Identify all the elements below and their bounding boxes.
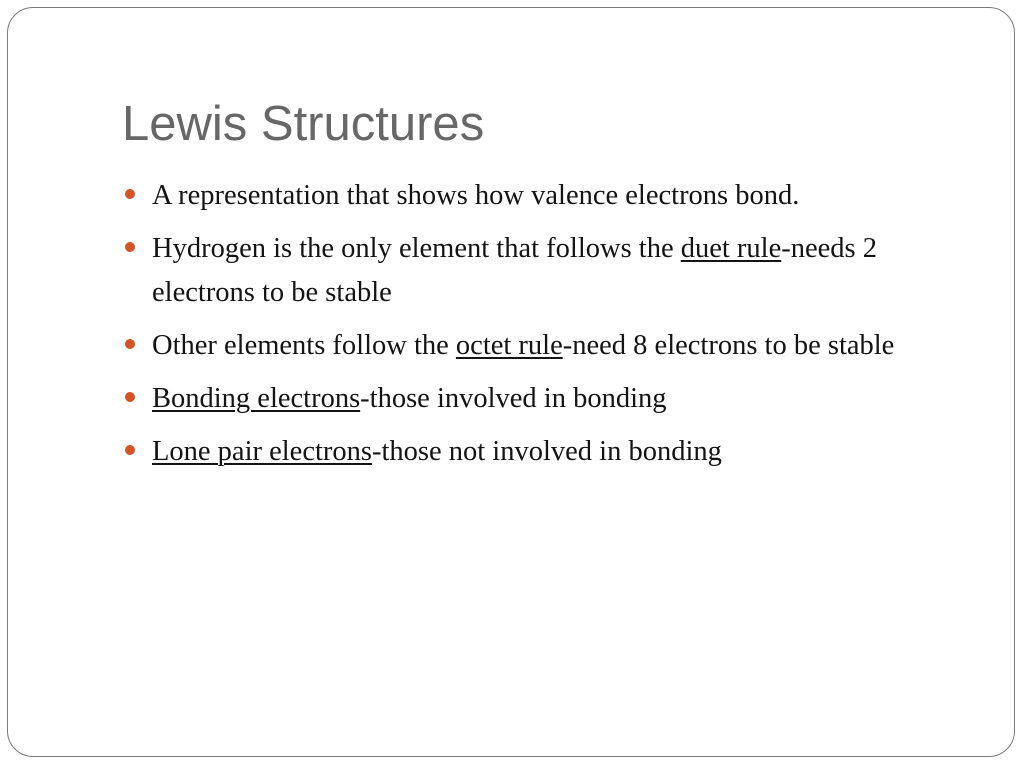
term-bonding-electrons: Bonding electrons	[152, 383, 361, 414]
bullet-item	[125, 227, 975, 315]
term-duet-rule: duet rule	[680, 233, 782, 264]
bullet-list	[125, 174, 975, 483]
slide-frame	[7, 7, 1015, 757]
slide-title: Lewis Structures	[122, 97, 485, 151]
bullet-text-prefix: Other elements follow the	[152, 330, 456, 361]
bullet-dot-icon	[125, 242, 135, 252]
term-lone-pair-electrons: Lone pair electrons	[152, 436, 372, 467]
bullet-text: A representation that shows how valence electrons bond.	[152, 180, 800, 211]
bullet-item	[125, 430, 975, 474]
bullet-item	[125, 377, 975, 421]
bullet-text-suffix: -those involved in bonding	[360, 383, 667, 414]
bullet-dot-icon	[125, 339, 135, 349]
bullet-item	[125, 324, 975, 368]
bullet-text-suffix: -those not involved in bonding	[371, 436, 722, 467]
bullet-text-suffix: -needs 2 electrons to be stable	[152, 233, 878, 308]
bullet-dot-icon	[125, 445, 135, 455]
bullet-dot-icon	[125, 189, 135, 199]
term-octet-rule: octet rule	[455, 330, 563, 361]
bullet-dot-icon	[125, 392, 135, 402]
bullet-text-prefix: Hydrogen is the only element that follows the	[152, 233, 681, 264]
bullet-text-suffix: -need 8 electrons to be stable	[562, 330, 895, 361]
bullet-item	[125, 174, 975, 218]
